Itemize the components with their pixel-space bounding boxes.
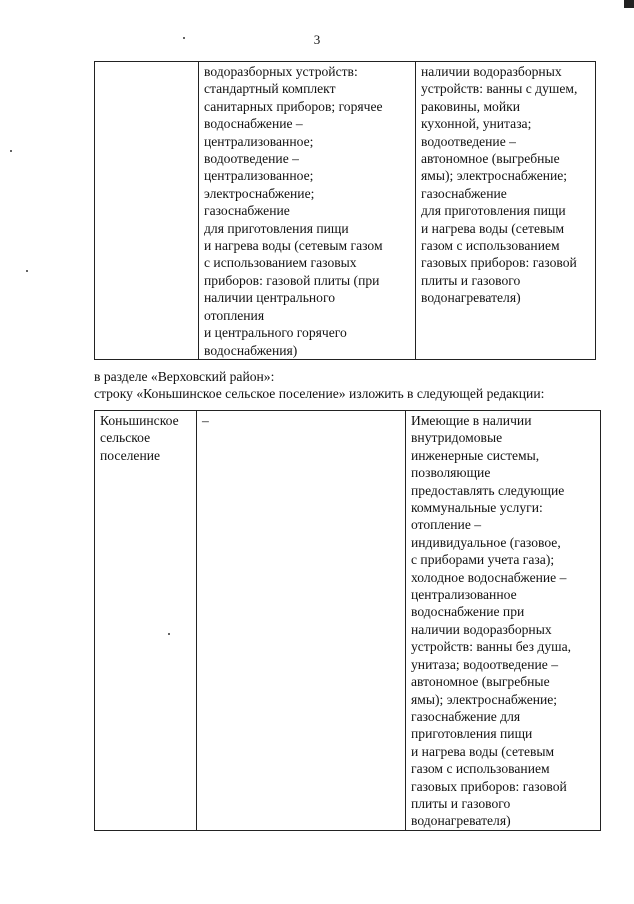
cell-text-line: и нагрева воды (сетевым	[411, 743, 555, 759]
cell-text-line: и нагрева воды (сетевым	[421, 220, 565, 236]
cell-text-line: устройств: ванны без душа,	[411, 639, 572, 655]
cell-text-line: отопление –	[411, 517, 482, 533]
cell-text-line: водоснабжение при	[411, 604, 525, 620]
cell-text-line: с приборами учета газа);	[411, 552, 555, 568]
page-number: 3	[313, 32, 321, 47]
cell-text-line: электроснабжение;	[204, 185, 315, 201]
cell-text-line: и центрального горячего	[204, 325, 347, 341]
cell-text-line: централизованное	[411, 587, 517, 603]
table-top	[94, 61, 596, 360]
cell-text-line: приготовления пищи	[411, 726, 533, 742]
cell-text-line: инженерные системы,	[411, 447, 540, 463]
cell-text-line: водоснабжение –	[204, 116, 303, 132]
section-paragraph: в разделе «Верховский район»:	[94, 369, 275, 384]
cell-text-line: унитаза; водоотведение –	[411, 656, 558, 672]
scan-speck	[26, 270, 28, 272]
cell-text-line: плиты и газового	[411, 795, 511, 811]
cell-text-line: санитарных приборов; горячее	[204, 98, 383, 114]
instruction-paragraph: строку «Коньшинское сельское поселение» изложить в следующей редакции:	[94, 386, 545, 401]
cell-text-line: кухонной, унитаза;	[421, 116, 532, 132]
cell-text-line: централизованное;	[204, 133, 314, 149]
cell-text-line: водоснабжения)	[204, 342, 298, 358]
cell-text-line: отопления	[204, 307, 265, 323]
cell-text-line: и нагрева воды (сетевым газом	[204, 238, 383, 254]
cell-services	[416, 62, 596, 360]
table-bottom	[94, 410, 601, 831]
cell-text-line: водонагревателя)	[421, 290, 521, 306]
cell-text-line: водоотведение –	[421, 133, 516, 149]
cell-text-line: сельское	[100, 430, 151, 446]
scan-speck	[10, 150, 12, 152]
cell-text-line: приборов: газовой плиты (при	[204, 272, 380, 288]
cell-text-line: ямы); электроснабжение;	[421, 168, 568, 184]
cell-text-line: устройств: ванны с душем,	[421, 81, 578, 97]
cell-text-line: предоставлять следующие	[411, 482, 565, 498]
cell-text-line: газовых приборов: газовой	[421, 255, 577, 271]
table-row	[95, 411, 601, 831]
cell-text-line: автономное (выгребные	[421, 151, 560, 167]
cell-text-line: ямы); электроснабжение;	[411, 691, 558, 707]
cell-text-line: водонагревателя)	[411, 813, 511, 829]
cell-text-line: газоснабжение	[204, 203, 290, 219]
cell-text-line: автономное (выгребные	[411, 674, 550, 690]
cell-text-line: наличии водоразборных	[421, 64, 562, 79]
cell-text-line: газом с использованием	[411, 761, 550, 777]
scan-speck	[183, 37, 185, 39]
cell-text-line: индивидуальное (газовое,	[411, 534, 561, 550]
scan-edge-mark	[624, 0, 634, 8]
cell-name	[95, 62, 199, 360]
cell-text-line: коммунальные услуги:	[411, 500, 543, 516]
cell-text-line: централизованное;	[204, 168, 314, 184]
cell-settlement-name	[95, 411, 197, 831]
scan-speck	[168, 633, 170, 635]
cell-text-line: для приготовления пищи	[204, 220, 349, 236]
cell-text-line: плиты и газового	[421, 272, 521, 288]
cell-text-line: газом с использованием	[421, 238, 560, 254]
cell-text-line: водоразборных устройств:	[204, 64, 358, 79]
cell-description	[197, 411, 406, 831]
cell-text-line: –	[202, 413, 209, 428]
cell-text-line: для приготовления пищи	[421, 203, 566, 219]
cell-text-line: газоснабжение	[421, 185, 507, 201]
cell-text-line: газовых приборов: газовой	[411, 778, 567, 794]
cell-text-line: Коньшинское	[100, 413, 179, 428]
cell-text-line: Имеющие в наличии	[411, 413, 532, 428]
cell-text-line: раковины, мойки	[421, 98, 520, 114]
cell-text-line: наличии водоразборных	[411, 621, 552, 637]
cell-description	[199, 62, 416, 360]
cell-text-line: с использованием газовых	[204, 255, 357, 271]
cell-text-line: наличии центрального	[204, 290, 335, 306]
table-row	[95, 62, 596, 360]
cell-text-line: стандартный комплект	[204, 81, 336, 97]
cell-text-line: позволяющие	[411, 465, 491, 481]
cell-text-line: внутридомовые	[411, 430, 503, 446]
cell-text-line: холодное водоснабжение –	[411, 569, 567, 585]
cell-text-line: поселение	[100, 447, 161, 463]
cell-text-line: газоснабжение для	[411, 708, 521, 724]
cell-services	[406, 411, 601, 831]
cell-text-line: водоотведение –	[204, 151, 299, 167]
